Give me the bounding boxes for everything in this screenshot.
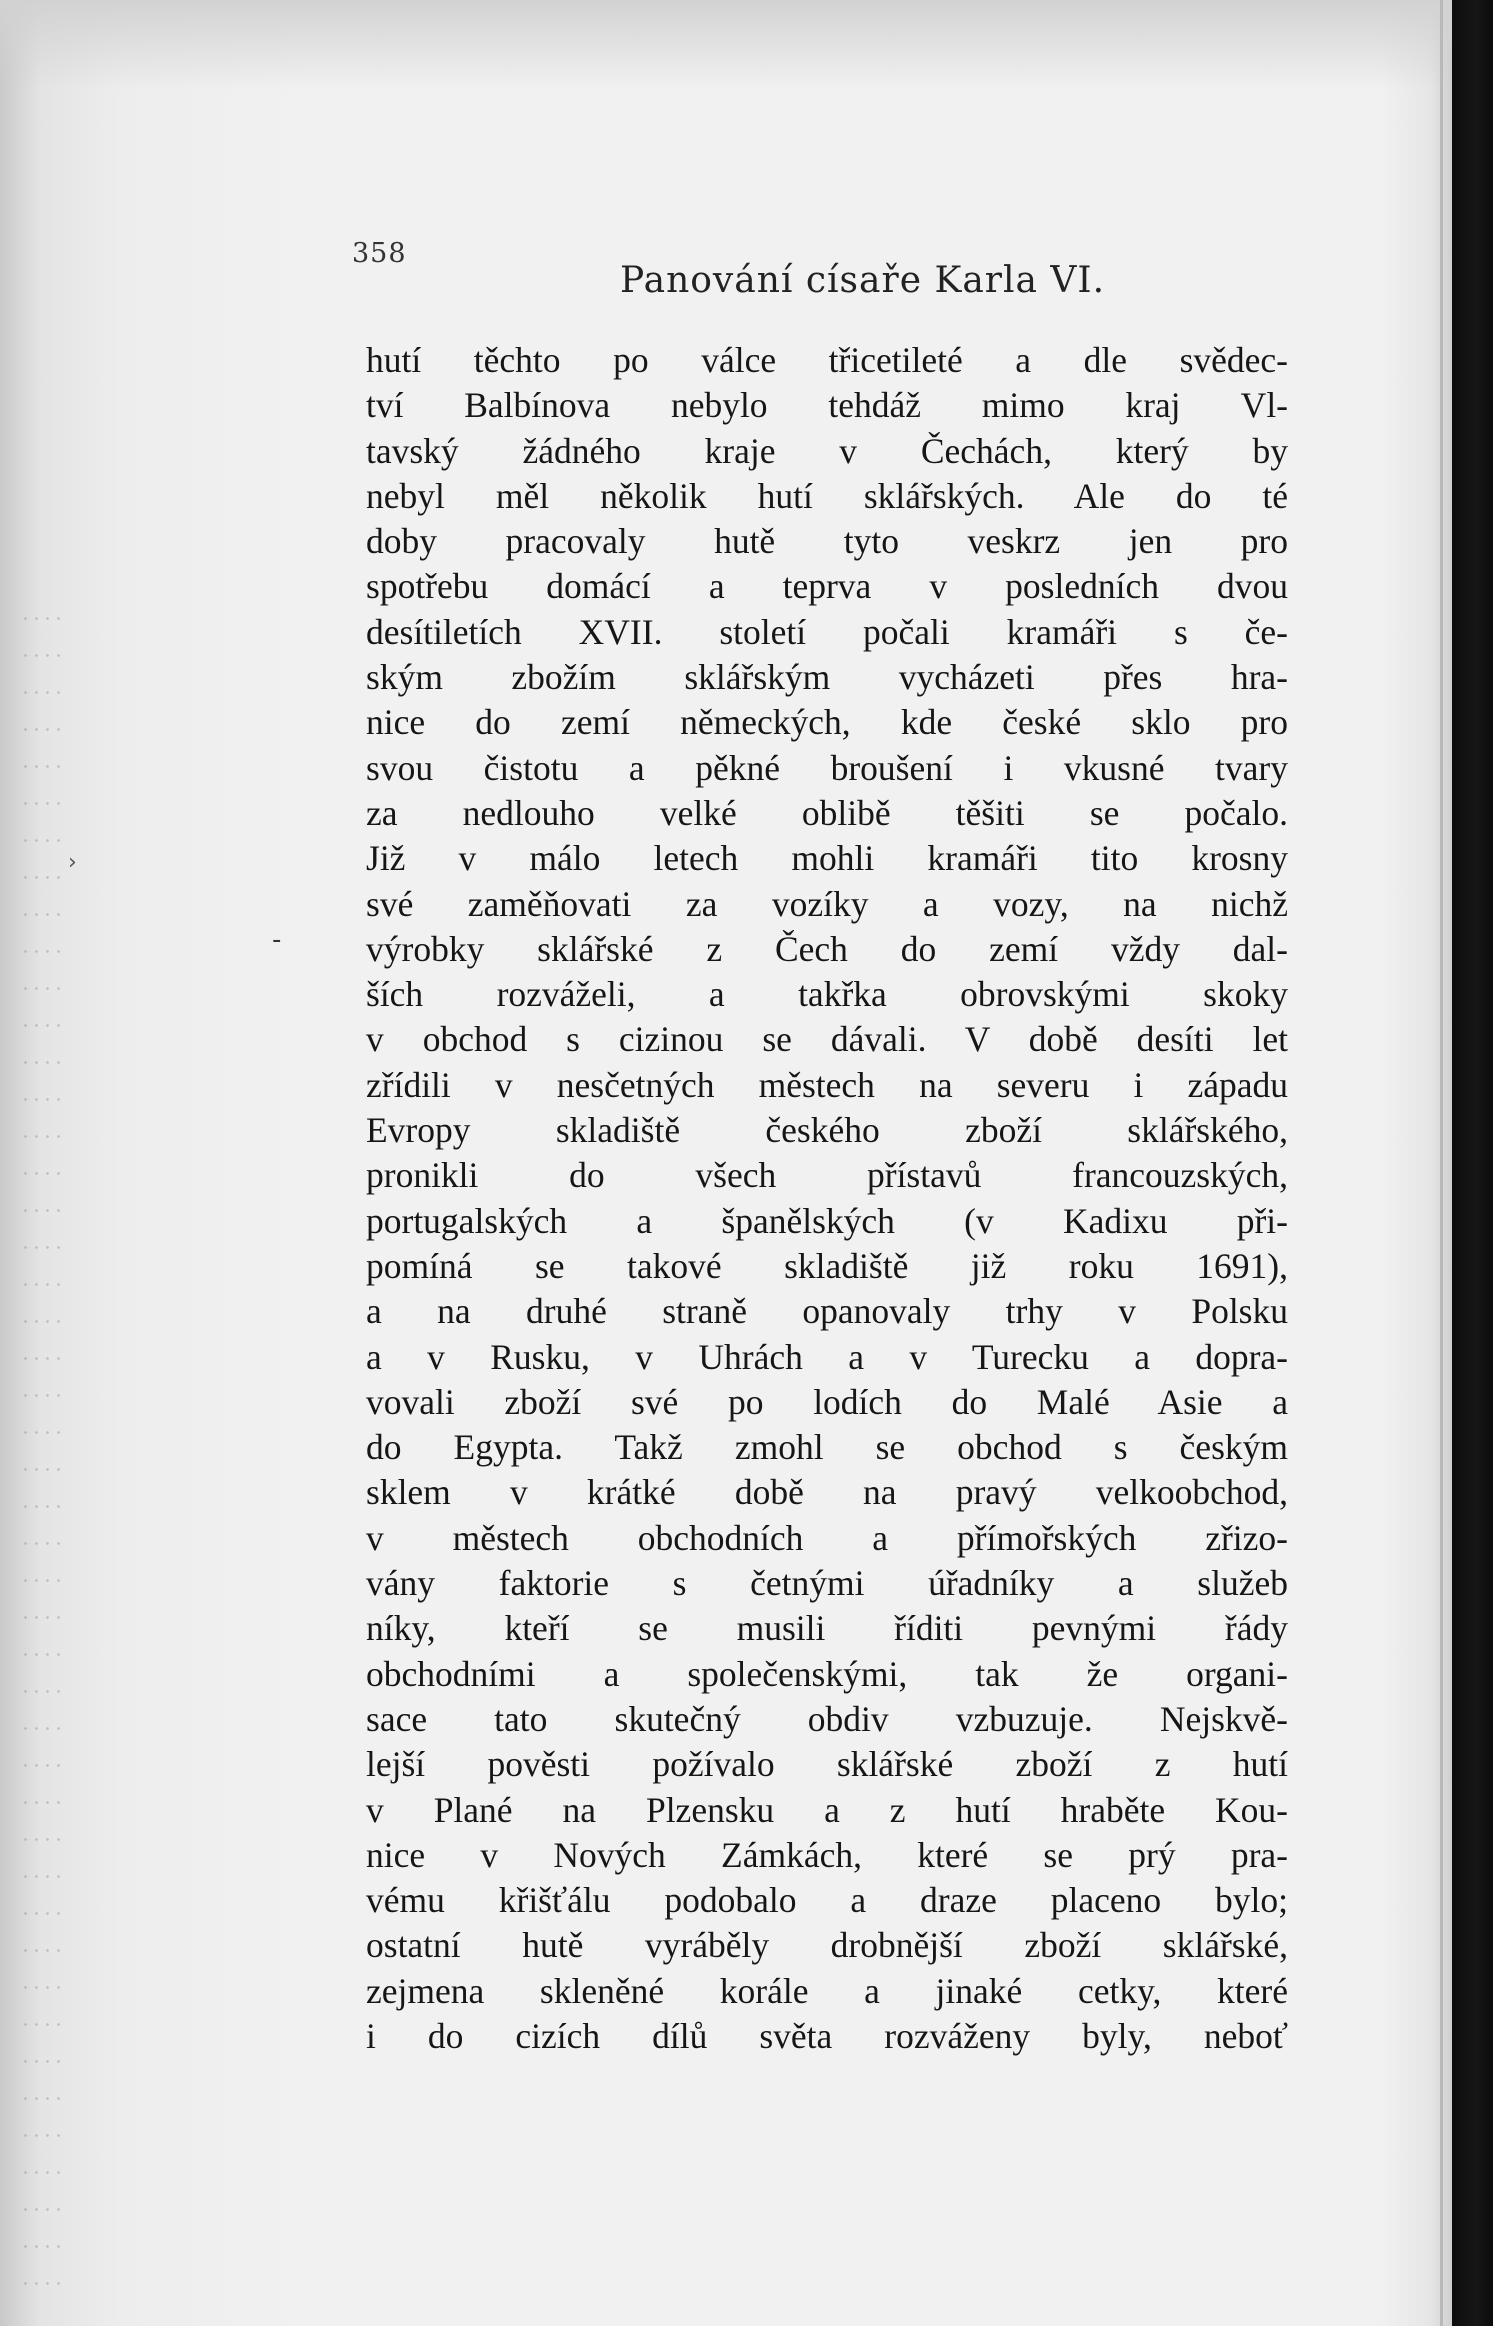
text-line: tví Balbínova nebylo tehdáž mimo kraj Vl-: [366, 385, 1288, 426]
text-line: v obchod s cizinou se dávali. V době desíti let: [366, 1019, 1288, 1060]
text-line: ších rozváželi, a takřka obrovskými skoky: [366, 974, 1288, 1015]
scan-border-right: [1452, 0, 1493, 2326]
text-line: v městech obchodních a přímořských zřizo-: [366, 1517, 1288, 1558]
text-line: sklem v krátké době na pravý velkoobchod,: [366, 1472, 1288, 1513]
text-line: vány faktorie s četnými úřadníky a služeb: [366, 1563, 1288, 1604]
page-edge-line: [1440, 0, 1443, 2326]
text-line: a na druhé straně opanovaly trhy v Polsku: [366, 1291, 1288, 1332]
text-line: sace tato skutečný obdiv vzbuzuje. Nejskvě-: [366, 1698, 1288, 1739]
text-line: doby pracovaly hutě tyto veskrz jen pro: [366, 521, 1288, 562]
body-text: [366, 338, 1288, 2059]
text-line: své zaměňovati za vozíky a vozy, na nichž: [366, 883, 1288, 924]
running-head: Panování císaře Karla VI.: [620, 260, 1106, 301]
page-top-shadow: [0, 0, 1452, 90]
text-line: do Egypta. Takž zmohl se obchod s českým: [366, 1427, 1288, 1468]
text-line: Již v málo letech mohli kramáři tito krosny: [366, 838, 1288, 879]
gutter-specks: [20, 600, 60, 2300]
text-line: zřídili v nesčetných městech na severu i západu: [366, 1064, 1288, 1105]
page-number: 358: [352, 238, 407, 269]
text-line: nice do zemí německých, kde české sklo pro: [366, 702, 1288, 743]
text-line: lejší pověsti požívalo sklářské zboží z hutí: [366, 1744, 1288, 1785]
text-line: tavský žádného kraje v Čechách, který by: [366, 430, 1288, 471]
text-line: v Plané na Plzensku a z hutí hraběte Kou-: [366, 1789, 1288, 1830]
text-line: a v Rusku, v Uhrách a v Turecku a dopra-: [366, 1336, 1288, 1377]
text-line: Evropy skladiště českého zboží sklářského,: [366, 1110, 1288, 1151]
text-line: hutí těchto po válce třicetileté a dle svědec-: [366, 340, 1288, 380]
text-line: i do cizích dílů světa rozváženy byly, neboť: [366, 2015, 1288, 2056]
margin-dash: -: [272, 925, 282, 955]
text-line: níky, kteří se musili říditi pevnými řády: [366, 1608, 1288, 1649]
text-line: pronikli do všech přístavů francouzských,: [366, 1155, 1288, 1196]
text-line: pomíná se takové skladiště již roku 1691),: [366, 1245, 1288, 1286]
text-line: ským zbožím sklářským vycházeti přes hra-: [366, 657, 1288, 698]
text-line: výrobky sklářské z Čech do zemí vždy dal-: [366, 928, 1288, 969]
margin-mark: ›: [68, 850, 77, 875]
text-line: desítiletích XVII. století počali kramáři s če-: [366, 611, 1288, 652]
text-line: ostatní hutě vyráběly drobnější zboží sklářské,: [366, 1925, 1288, 1966]
text-line: portugalských a španělských (v Kadixu při-: [366, 1200, 1288, 1241]
text-line: za nedlouho velké oblibě těšiti se počalo.: [366, 792, 1288, 833]
text-line: vovali zboží své po lodích do Malé Asie a: [366, 1381, 1288, 1422]
text-line: nebyl měl několik hutí sklářských. Ale do té: [366, 475, 1288, 516]
text-line: zejmena skleněné korále a jinaké cetky, které: [366, 1970, 1288, 2011]
text-line: obchodními a společenskými, tak že organi-: [366, 1653, 1288, 1694]
text-line: vému křišťálu podobalo a draze placeno bylo;: [366, 1880, 1288, 1921]
text-line: spotřebu domácí a teprva v posledních dvou: [366, 566, 1288, 607]
text-line: svou čistotu a pěkné broušení i vkusné tvary: [366, 747, 1288, 788]
text-line: nice v Nových Zámkách, které se prý pra-: [366, 1834, 1288, 1875]
